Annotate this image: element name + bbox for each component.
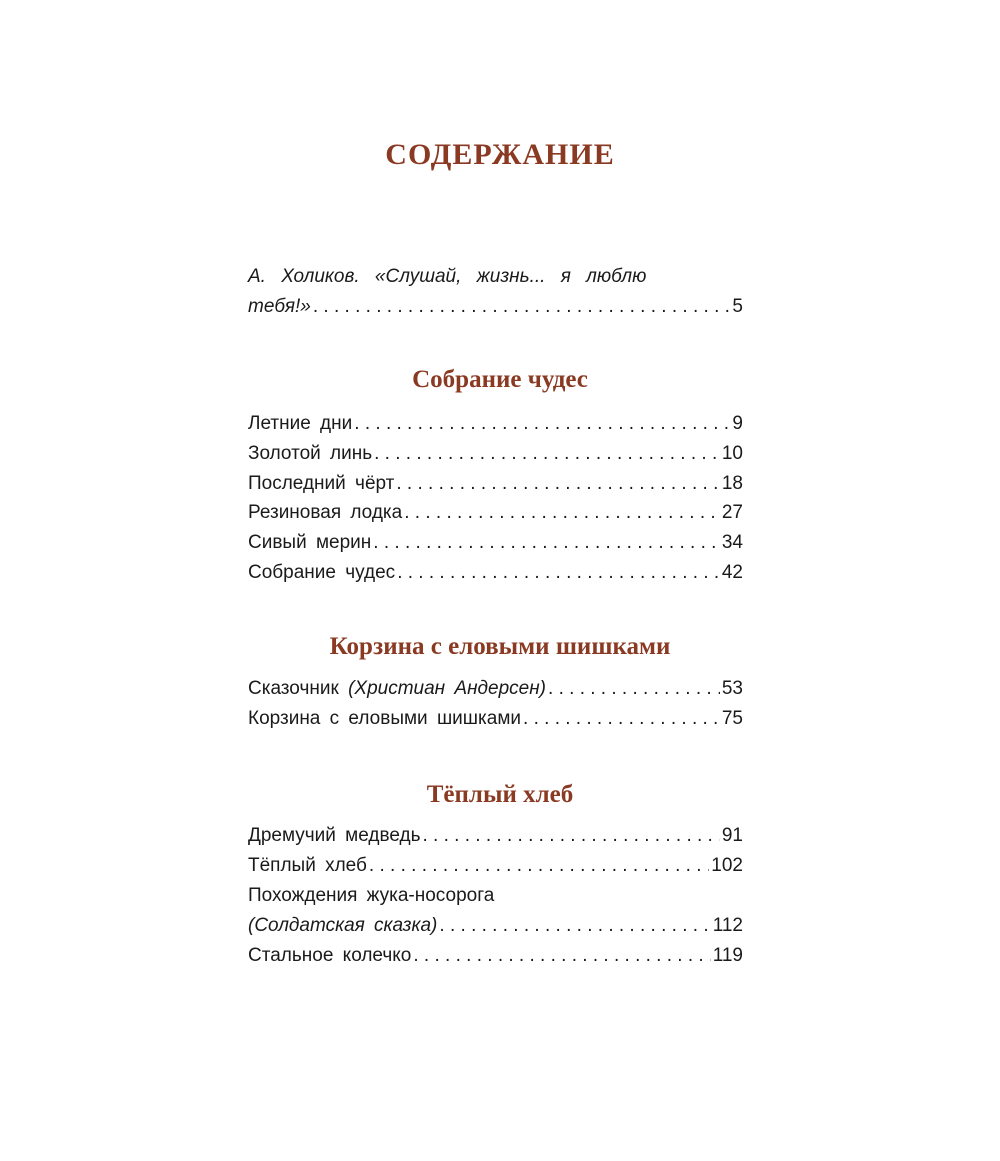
toc-entry[interactable]	[248, 413, 743, 443]
dot-leader	[523, 708, 720, 730]
dot-leader	[396, 473, 719, 495]
toc-entry[interactable]	[248, 562, 743, 592]
entry-title: Собрание чудес	[248, 562, 396, 583]
entry-title: Летние дни	[248, 413, 353, 434]
dot-leader	[548, 678, 720, 700]
entry-title: Последний чёрт	[248, 473, 395, 494]
page-number: 119	[712, 945, 743, 966]
page-number: 34	[721, 532, 743, 553]
page-number: 9	[732, 413, 743, 434]
dot-leader	[313, 296, 731, 318]
page-number: 91	[721, 825, 743, 846]
toc-entry[interactable]	[248, 915, 743, 945]
dot-leader	[404, 502, 720, 524]
page-number: 10	[721, 443, 743, 464]
toc-entry[interactable]	[248, 855, 743, 885]
intro-entry-line1: А. Холиков. «Слушай, жизнь... я люблю	[248, 266, 647, 287]
page-number: 102	[711, 855, 743, 876]
dot-leader	[397, 562, 720, 584]
entry-title: Золотой линь	[248, 443, 373, 464]
toc-entry[interactable]	[248, 708, 743, 738]
entry-title: Корзина с еловыми шишками	[248, 708, 522, 729]
toc-entry[interactable]	[248, 678, 743, 708]
page-number: 27	[721, 502, 743, 523]
section-heading: Корзина с еловыми шишками	[329, 633, 671, 660]
page-title: СОДЕРЖАНИЕ	[385, 138, 615, 171]
page-number: 53	[721, 678, 743, 699]
toc-entry[interactable]	[248, 502, 743, 532]
dot-leader	[374, 443, 720, 465]
toc-entry[interactable]	[248, 532, 743, 562]
section-heading: Тёплый хлеб	[426, 781, 574, 808]
entry-title: Тёплый хлеб	[248, 855, 367, 876]
entry-subtitle: (Христиан Андерсен)	[348, 678, 547, 699]
entry-title: Стальное колечко	[248, 945, 412, 966]
toc-entry[interactable]	[248, 473, 743, 503]
page-number: 42	[721, 562, 743, 583]
entry-title: Дремучий медведь	[248, 825, 421, 846]
page-number: 5	[732, 296, 743, 317]
page-number: 75	[721, 708, 743, 729]
intro-entry[interactable]	[248, 296, 743, 326]
page-number: 18	[721, 473, 743, 494]
dot-leader	[373, 532, 720, 554]
dot-leader	[439, 915, 710, 937]
toc-entry[interactable]	[248, 443, 743, 473]
toc-entry[interactable]	[248, 945, 743, 975]
entry-subtitle: (Солдатская сказка)	[248, 915, 438, 936]
entry-title: Сивый мерин	[248, 532, 372, 553]
toc-entry[interactable]	[248, 825, 743, 855]
intro-entry-title: тебя!»	[248, 296, 311, 317]
dot-leader	[369, 855, 709, 877]
entry-title: Резиновая лодка	[248, 502, 403, 523]
entry-title: Сказочник	[248, 678, 339, 699]
section-heading: Собрание чудес	[412, 366, 588, 393]
page-number: 112	[712, 915, 743, 936]
toc-entry-line1: Похождения жука-носорога	[248, 885, 495, 906]
dot-leader	[423, 825, 720, 847]
dot-leader	[354, 413, 730, 435]
dot-leader	[413, 945, 710, 967]
